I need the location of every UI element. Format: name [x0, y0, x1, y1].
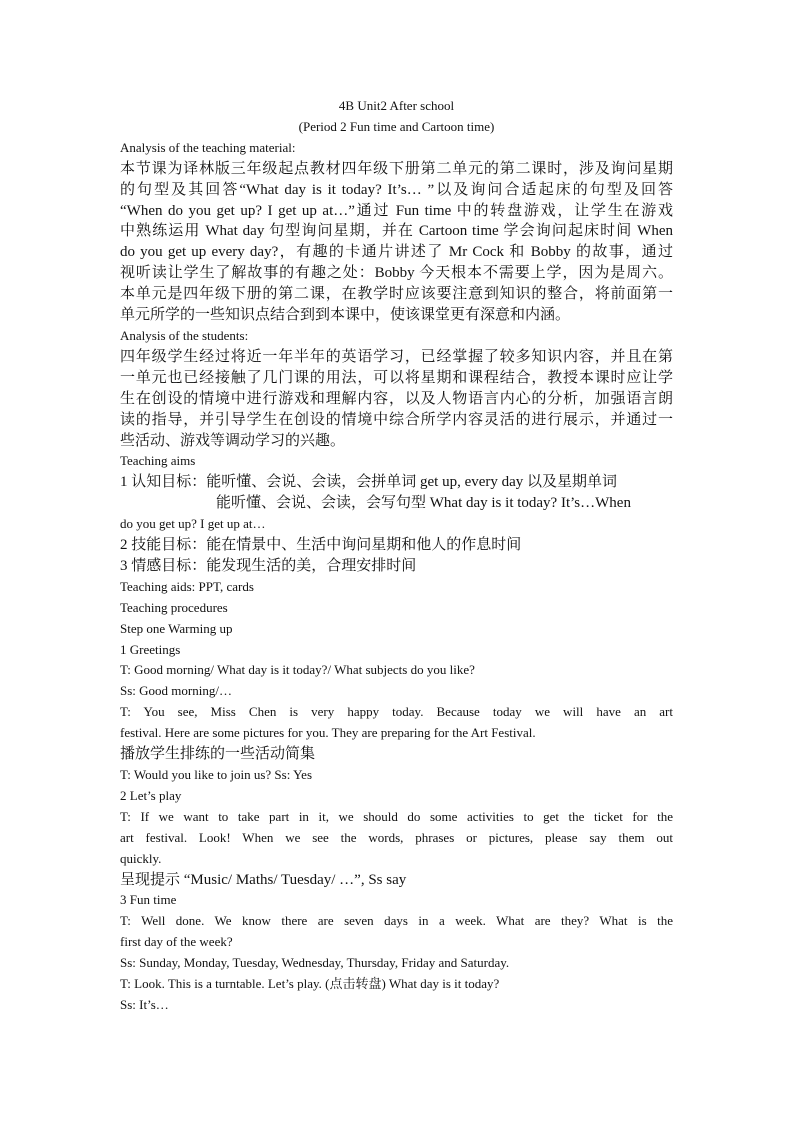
paragraph-line: 四年级学生经过将近一年半年的英语学习，已经掌握了较多知识内容，并且在第	[120, 348, 673, 365]
dialogue-line: T: Good morning/ What day is it today?/ What subjects do you like?	[120, 662, 475, 678]
lets-play-heading: 2 Let’s play	[120, 787, 182, 803]
aim-cognitive-cont: 能听懂、会说、会读，会写句型 What day is it today? It’s…When	[216, 495, 631, 512]
aim-cognitive-cont2: do you get up? I get up at…	[120, 516, 266, 532]
aim-cognitive: 1 认知目标：能听懂、会说、会读，会拼单词 get up, every day 以及星期单词	[120, 474, 618, 491]
fun-time-heading: 3 Fun time	[120, 892, 177, 908]
paragraph-line: 单元所学的一些知识点结合到到本课中，使该课堂更有深意和内涵。	[120, 307, 571, 324]
paragraph-line: do you get up every day?，有趣的卡通片讲述了 Mr Cock 和 Bobby 的故事，通过	[120, 244, 673, 261]
paragraph-line: 些活动、游戏等调动学习的兴趣。	[120, 432, 346, 449]
aim-skill: 2 技能目标：能在情景中、生活中询问星期和他人的作息时间	[120, 537, 522, 554]
teaching-aims-heading: Teaching aims	[120, 453, 196, 469]
aim-emotion: 3 情感目标：能发现生活的美，合理安排时间	[120, 557, 417, 574]
paragraph-line: 读的指导，并引导学生在创设的情境中综合所学内容灵活的进行展示，并通过一	[120, 411, 673, 428]
analysis-material-heading: Analysis of the teaching material:	[120, 139, 296, 155]
dialogue-line: Ss: Good morning/…	[120, 683, 232, 699]
dialogue-line: first day of the week?	[120, 934, 233, 950]
paragraph-line: 本单元是四年级下册的第二课，在教学时应该要注意到知识的整合，将前面第一	[120, 286, 673, 303]
dialogue-line: T: If we want to take part in it, we should do some activities to get the ticket for the	[120, 808, 673, 824]
greetings-heading: 1 Greetings	[120, 641, 181, 657]
dialogue-line: art festival. Look! When we see the words, phrases or pictures, please say them out	[120, 829, 673, 845]
paragraph-line: 视听读让学生了解故事的有趣之处：Bobby 今天根本不需要上学，因为是周六。	[120, 265, 673, 282]
lesson-plan-body	[120, 96, 673, 1016]
step-one-heading: Step one Warming up	[120, 620, 233, 636]
paragraph-line: 一单元也已经接触了几门课的用法，可以将星期和课程结合，教授本课时应让学	[120, 369, 673, 386]
analysis-students-heading: Analysis of the students:	[120, 327, 249, 343]
teaching-aids: Teaching aids: PPT, cards	[120, 578, 254, 594]
paragraph-line: 生在创设的情境中进行游戏和理解内容，以及人物语言内心的分析，加强语言朗	[120, 390, 673, 407]
teaching-procedures-heading: Teaching procedures	[120, 599, 228, 615]
paragraph-line: “When do you get up? I get up at…”通过 Fun time 中的转盘游戏，让学生在游戏	[120, 202, 673, 219]
dialogue-line: festival. Here are some pictures for you. They are preparing for the Art Festival.	[120, 725, 536, 741]
dialogue-line: T: Look. This is a turntable. Let’s play. (点击转盘) What day is it today?	[120, 976, 500, 992]
dialogue-line: quickly.	[120, 850, 162, 866]
paragraph-line: 中熟练运用 What day 句型询问星期，并在 Cartoon time 学会询问起床时间 When	[120, 223, 673, 240]
dialogue-line: T: Well done. We know there are seven days in a week. What are they? What is the	[120, 913, 673, 929]
dialogue-line: T: Would you like to join us? Ss: Yes	[120, 767, 313, 782]
instruction-line: 播放学生排练的一些活动简集	[120, 746, 316, 763]
paragraph-line: 本节课为译林版三年级起点教材四年级下册第二单元的第二课时，涉及询问星期	[120, 160, 673, 177]
dialogue-line: T: You see, Miss Chen is very happy today. Because today we will have an art	[120, 704, 673, 720]
doc-title: 4B Unit2 After school	[338, 98, 455, 113]
doc-subtitle: (Period 2 Fun time and Cartoon time)	[298, 118, 495, 134]
dialogue-line: Ss: Sunday, Monday, Tuesday, Wednesday, Thursday, Friday and Saturday.	[120, 955, 510, 971]
instruction-line: 呈现提示 “Music/ Maths/ Tuesday/ …”, Ss say	[120, 871, 407, 888]
dialogue-line: Ss: It’s…	[120, 996, 169, 1012]
paragraph-line: 的句型及其回答“What day is it today? It’s… ”以及询问合适起床的句型及回答	[120, 181, 673, 198]
